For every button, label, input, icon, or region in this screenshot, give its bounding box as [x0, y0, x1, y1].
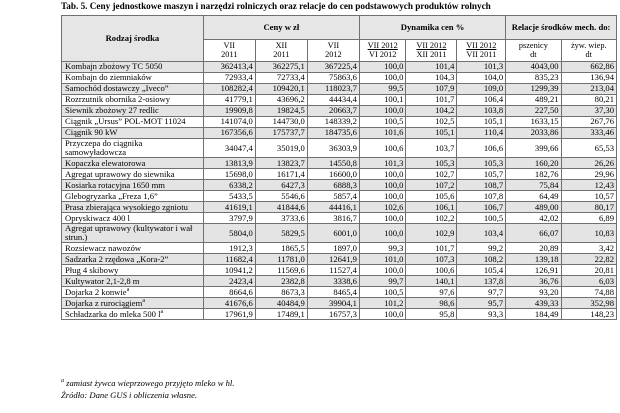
cell-value: 5433,5 [203, 191, 255, 202]
footnote-marker: a [142, 297, 145, 304]
row-name-text: Sadzarka 2 rzędowa „Kora-2” [65, 253, 169, 264]
cell-value: 97,6 [406, 287, 457, 298]
cell-value: 1912,3 [203, 243, 255, 254]
cell-value: 11569,6 [255, 265, 307, 276]
subheader-dyn-0: VII 2012 VI 2012 [359, 40, 406, 62]
cell-value: 44416,1 [307, 202, 359, 213]
cell-value: 100,0 [359, 73, 406, 84]
cell-value: 1865,5 [255, 243, 307, 254]
cell-value: 108,2 [457, 254, 506, 265]
cell-value: 105,1 [457, 117, 506, 128]
cell-value: 106,1 [406, 202, 457, 213]
table-row [62, 309, 617, 320]
cell-value: 65,53 [561, 139, 616, 158]
cell-value: 108282,4 [203, 84, 255, 95]
cell-value: 100,0 [359, 265, 406, 276]
row-name [62, 202, 204, 213]
cell-value: 100,0 [359, 213, 406, 224]
cell-value: 2382,8 [255, 276, 307, 287]
cell-value: 16171,4 [255, 169, 307, 180]
cell-value: 105,6 [406, 191, 457, 202]
row-name-text: Kosiarka rotacyjna 1650 mm [65, 179, 165, 190]
cell-value: 72933,4 [203, 73, 255, 84]
cell-value: 6,03 [561, 276, 616, 287]
table-row [62, 298, 617, 309]
table-title: Tab. 5. Ceny jednostkowe maszyn i narzędzi rolniczych oraz relacje do cen podstawowych produktów rolnych [61, 1, 491, 11]
cell-value: 99,7 [359, 276, 406, 287]
row-name-text: Dojarka z rurociągiem [65, 297, 143, 308]
cell-value: 100,0 [359, 106, 406, 117]
cell-value: 141074,0 [203, 117, 255, 128]
row-name-text: Opryskiwacz 400 l [65, 212, 130, 223]
cell-value: 99,3 [359, 243, 406, 254]
row-name [62, 139, 204, 158]
cell-value: 43696,2 [255, 95, 307, 106]
cell-value: 100,0 [359, 62, 406, 73]
cell-value: 105,3 [457, 158, 506, 169]
cell-value: 11527,4 [307, 265, 359, 276]
cell-value: 10,57 [561, 191, 616, 202]
cell-value: 104,0 [457, 73, 506, 84]
table-row [62, 62, 617, 73]
cell-value: 100,0 [359, 180, 406, 191]
row-name-text: Ciągnik 90 kW [65, 127, 118, 138]
cell-value: 22,82 [561, 254, 616, 265]
row-name [62, 106, 204, 117]
cell-value: 101,2 [359, 298, 406, 309]
cell-value: 20,81 [561, 265, 616, 276]
cell-value: 95,8 [406, 309, 457, 320]
row-name [62, 265, 204, 276]
row-name [62, 287, 204, 298]
cell-value: 34047,4 [203, 139, 255, 158]
subheader-rel-1: żyw. wiep. dt [561, 40, 616, 62]
cell-value: 267,76 [561, 117, 616, 128]
table-row [62, 128, 617, 139]
row-name-text: Przyczepa do ciągnika samowyładowcza [65, 138, 143, 158]
cell-value: 100,6 [359, 139, 406, 158]
cell-value: 175737,7 [255, 128, 307, 139]
cell-value: 8673,3 [255, 287, 307, 298]
cell-value: 100,0 [359, 191, 406, 202]
cell-value: 104,3 [406, 73, 457, 84]
cell-value: 137,8 [457, 276, 506, 287]
cell-value: 367225,4 [307, 62, 359, 73]
cell-value: 93,3 [457, 309, 506, 320]
cell-value: 107,2 [406, 180, 457, 191]
cell-value: 13823,7 [255, 158, 307, 169]
row-name [62, 169, 204, 180]
subheader-rel-0: pszenicy dt [506, 40, 561, 62]
cell-value: 105,1 [406, 128, 457, 139]
cell-value: 108,7 [457, 180, 506, 191]
cell-value: 101,6 [359, 128, 406, 139]
cell-value: 107,8 [457, 191, 506, 202]
cell-value: 13813,9 [203, 158, 255, 169]
row-name-text: Prasa zbierająca wysokiego zgniotu [65, 201, 188, 212]
cell-value: 148339,2 [307, 117, 359, 128]
cell-value: 102,7 [406, 169, 457, 180]
footnote-marker: a [126, 286, 130, 293]
cell-value: 6888,3 [307, 180, 359, 191]
cell-value: 41779,1 [203, 95, 255, 106]
table-row [62, 158, 617, 169]
table-row [62, 202, 617, 213]
cell-value: 39904,1 [307, 298, 359, 309]
cell-value: 98,6 [406, 298, 457, 309]
cell-value: 75863,6 [307, 73, 359, 84]
header-rodzaj: Rodzaj środka [62, 16, 204, 62]
cell-value: 100,1 [359, 95, 406, 106]
cell-value: 100,5 [359, 117, 406, 128]
footnote-marker: a [160, 308, 164, 315]
row-name-text: Kombajn do ziemniaków [65, 72, 152, 83]
cell-value: 118023,7 [307, 84, 359, 95]
row-name [62, 62, 204, 73]
table-row [62, 117, 617, 128]
header-ceny: Ceny w zł [203, 16, 359, 40]
cell-value: 101,3 [359, 158, 406, 169]
cell-value: 16757,3 [307, 309, 359, 320]
cell-value: 100,5 [457, 213, 506, 224]
cell-value: 100,6 [406, 265, 457, 276]
cell-value: 10941,2 [203, 265, 255, 276]
cell-value: 99,5 [359, 84, 406, 95]
cell-value: 227,50 [506, 106, 561, 117]
subheader-ceny-2: VII 2012 [307, 40, 359, 62]
header-dynamika: Dynamika cen % [359, 16, 505, 40]
cell-value: 64,49 [506, 191, 561, 202]
cell-value: 1897,0 [307, 243, 359, 254]
cell-value: 100,0 [359, 309, 406, 320]
cell-value: 103,4 [457, 224, 506, 243]
row-name [62, 180, 204, 191]
cell-value: 19909,8 [203, 106, 255, 117]
cell-value: 148,23 [561, 309, 616, 320]
cell-value: 44434,4 [307, 95, 359, 106]
cell-value: 106,4 [457, 95, 506, 106]
cell-value: 41844,6 [255, 202, 307, 213]
cell-value: 36,76 [506, 276, 561, 287]
cell-value: 36303,9 [307, 139, 359, 158]
cell-value: 352,98 [561, 298, 616, 309]
cell-value: 101,0 [359, 254, 406, 265]
row-name [62, 117, 204, 128]
cell-value: 40484,9 [255, 298, 307, 309]
cell-value: 6338,2 [203, 180, 255, 191]
cell-value: 6001,0 [307, 224, 359, 243]
row-name-text: Kultywator 2,1-2,8 m [65, 275, 140, 286]
row-name [62, 213, 204, 224]
row-name-text: Agregat uprawowy do siewnika [65, 168, 175, 179]
cell-value: 75,84 [506, 180, 561, 191]
cell-value: 100,0 [359, 169, 406, 180]
table-row [62, 254, 617, 265]
row-name [62, 128, 204, 139]
cell-value: 105,7 [457, 169, 506, 180]
cell-value: 1633,15 [506, 117, 561, 128]
cell-value: 439,33 [506, 298, 561, 309]
table-row [62, 224, 617, 243]
cell-value: 110,4 [457, 128, 506, 139]
cell-value: 167356,6 [203, 128, 255, 139]
cell-value: 101,4 [406, 62, 457, 73]
table-row [62, 139, 617, 158]
table-row [62, 169, 617, 180]
cell-value: 10,83 [561, 224, 616, 243]
cell-value: 5546,6 [255, 191, 307, 202]
row-name-text: Agregat uprawowy (kultywator i wał strun.) [65, 223, 193, 243]
cell-value: 184735,6 [307, 128, 359, 139]
cell-value: 105,4 [457, 265, 506, 276]
cell-value: 37,30 [561, 106, 616, 117]
cell-value: 139,18 [506, 254, 561, 265]
cell-value: 95,7 [457, 298, 506, 309]
row-name-text: Rozrzutnik obornika 2-osiowy [65, 94, 171, 105]
cell-value: 12,43 [561, 180, 616, 191]
row-name [62, 95, 204, 106]
row-name-text: Pług 4 skibowy [65, 264, 119, 275]
cell-value: 104,2 [406, 106, 457, 117]
cell-value: 41676,6 [203, 298, 255, 309]
cell-value: 100,5 [359, 287, 406, 298]
cell-value: 184,49 [506, 309, 561, 320]
cell-value: 102,9 [406, 224, 457, 243]
cell-value: 362413,4 [203, 62, 255, 73]
row-name [62, 158, 204, 169]
table-row [62, 265, 617, 276]
cell-value: 80,17 [561, 202, 616, 213]
row-name [62, 276, 204, 287]
subheader-dyn-1: VII 2012 XII 2011 [406, 40, 457, 62]
cell-value: 144730,0 [255, 117, 307, 128]
cell-value: 26,26 [561, 158, 616, 169]
cell-value: 362275,1 [255, 62, 307, 73]
row-name-text: Schładzarka do mleka 500 l [65, 308, 161, 319]
cell-value: 2033,86 [506, 128, 561, 139]
cell-value: 100,0 [359, 224, 406, 243]
cell-value: 41619,1 [203, 202, 255, 213]
table-row [62, 180, 617, 191]
subheader-dyn-2: VII 2012 VII 2011 [457, 40, 506, 62]
table-row [62, 106, 617, 117]
cell-value: 3733,6 [255, 213, 307, 224]
table-row [62, 287, 617, 298]
cell-value: 20663,7 [307, 106, 359, 117]
row-name-text: Siewnik zbożowy 27 redlic [65, 105, 159, 116]
row-name [62, 84, 204, 95]
cell-value: 662,86 [561, 62, 616, 73]
subheader-ceny-1: XII 2011 [255, 40, 307, 62]
cell-value: 489,21 [506, 95, 561, 106]
cell-value: 106,6 [457, 139, 506, 158]
cell-value: 136,94 [561, 73, 616, 84]
cell-value: 6,89 [561, 213, 616, 224]
cell-value: 99,2 [457, 243, 506, 254]
cell-value: 97,7 [457, 287, 506, 298]
cell-value: 399,66 [506, 139, 561, 158]
cell-value: 11781,0 [255, 254, 307, 265]
cell-value: 103,8 [457, 106, 506, 117]
row-name [62, 243, 204, 254]
cell-value: 140,1 [406, 276, 457, 287]
cell-value: 103,7 [406, 139, 457, 158]
table-row [62, 95, 617, 106]
row-name [62, 73, 204, 84]
cell-value: 35019,0 [255, 139, 307, 158]
cell-value: 5829,5 [255, 224, 307, 243]
cell-value: 101,7 [406, 243, 457, 254]
row-name-text: Samochód dostawczy „Iveco” [65, 83, 169, 94]
cell-value: 14550,8 [307, 158, 359, 169]
table-row [62, 73, 617, 84]
cell-value: 4043,00 [506, 62, 561, 73]
cell-value: 6427,3 [255, 180, 307, 191]
cell-value: 20,89 [506, 243, 561, 254]
cell-value: 835,23 [506, 73, 561, 84]
header-relacje: Relacje środków mech. do: [506, 16, 617, 40]
cell-value: 74,88 [561, 287, 616, 298]
cell-value: 11682,4 [203, 254, 255, 265]
cell-value: 3338,6 [307, 276, 359, 287]
cell-value: 66,07 [506, 224, 561, 243]
cell-value: 80,21 [561, 95, 616, 106]
table-row [62, 84, 617, 95]
table-row [62, 191, 617, 202]
cell-value: 1299,39 [506, 84, 561, 95]
cell-value: 16600,0 [307, 169, 359, 180]
cell-value: 17961,9 [203, 309, 255, 320]
cell-value: 2423,4 [203, 276, 255, 287]
cell-value: 102,2 [406, 213, 457, 224]
cell-value: 160,20 [506, 158, 561, 169]
cell-value: 102,5 [406, 117, 457, 128]
cell-value: 101,7 [406, 95, 457, 106]
row-name-text: Kombajn zbożowy TC 5050 [65, 61, 163, 72]
subheader-ceny-0: VII 2011 [203, 40, 255, 62]
cell-value: 333,46 [561, 128, 616, 139]
cell-value: 213,04 [561, 84, 616, 95]
cell-value: 3797,9 [203, 213, 255, 224]
cell-value: 3816,7 [307, 213, 359, 224]
cell-value: 489,00 [506, 202, 561, 213]
cell-value: 8465,4 [307, 287, 359, 298]
cell-value: 8664,6 [203, 287, 255, 298]
cell-value: 19824,5 [255, 106, 307, 117]
cell-value: 109,0 [457, 84, 506, 95]
row-name [62, 224, 204, 243]
row-name [62, 309, 204, 320]
cell-value: 72733,4 [255, 73, 307, 84]
cell-value: 102,6 [359, 202, 406, 213]
row-name [62, 191, 204, 202]
row-name-text: Dojarka 2 konwie [65, 286, 127, 297]
table-row [62, 243, 617, 254]
cell-value: 29,96 [561, 169, 616, 180]
cell-value: 93,20 [506, 287, 561, 298]
row-name-text: Kopaczka elewatorowa [65, 157, 146, 168]
row-name [62, 254, 204, 265]
cell-value: 107,9 [406, 84, 457, 95]
source-note: Źródło: Dane GUS i obliczenia własne. [61, 390, 198, 400]
cell-value: 5857,4 [307, 191, 359, 202]
cell-value: 105,3 [406, 158, 457, 169]
cell-value: 101,3 [457, 62, 506, 73]
row-name-text: Ciągnik „Ursus” POL-MOT 11024 [65, 116, 186, 127]
footnote-a: $^a$ zamiast żywca wieprzowego przyjęto mleko w hl. [61, 378, 235, 388]
row-name-text: Glebogryzarka „Freza 1,6” [65, 190, 158, 201]
row-name [62, 298, 204, 309]
cell-value: 126,91 [506, 265, 561, 276]
table-row [62, 276, 617, 287]
cell-value: 182,76 [506, 169, 561, 180]
table-row [62, 213, 617, 224]
price-table [61, 15, 617, 320]
cell-value: 12641,9 [307, 254, 359, 265]
cell-value: 5804,0 [203, 224, 255, 243]
cell-value: 42,02 [506, 213, 561, 224]
row-name-text: Rozsiewacz nawozów [65, 242, 142, 253]
cell-value: 3,42 [561, 243, 616, 254]
cell-value: 106,7 [457, 202, 506, 213]
cell-value: 15698,0 [203, 169, 255, 180]
cell-value: 109420,1 [255, 84, 307, 95]
cell-value: 17489,1 [255, 309, 307, 320]
cell-value: 107,3 [406, 254, 457, 265]
